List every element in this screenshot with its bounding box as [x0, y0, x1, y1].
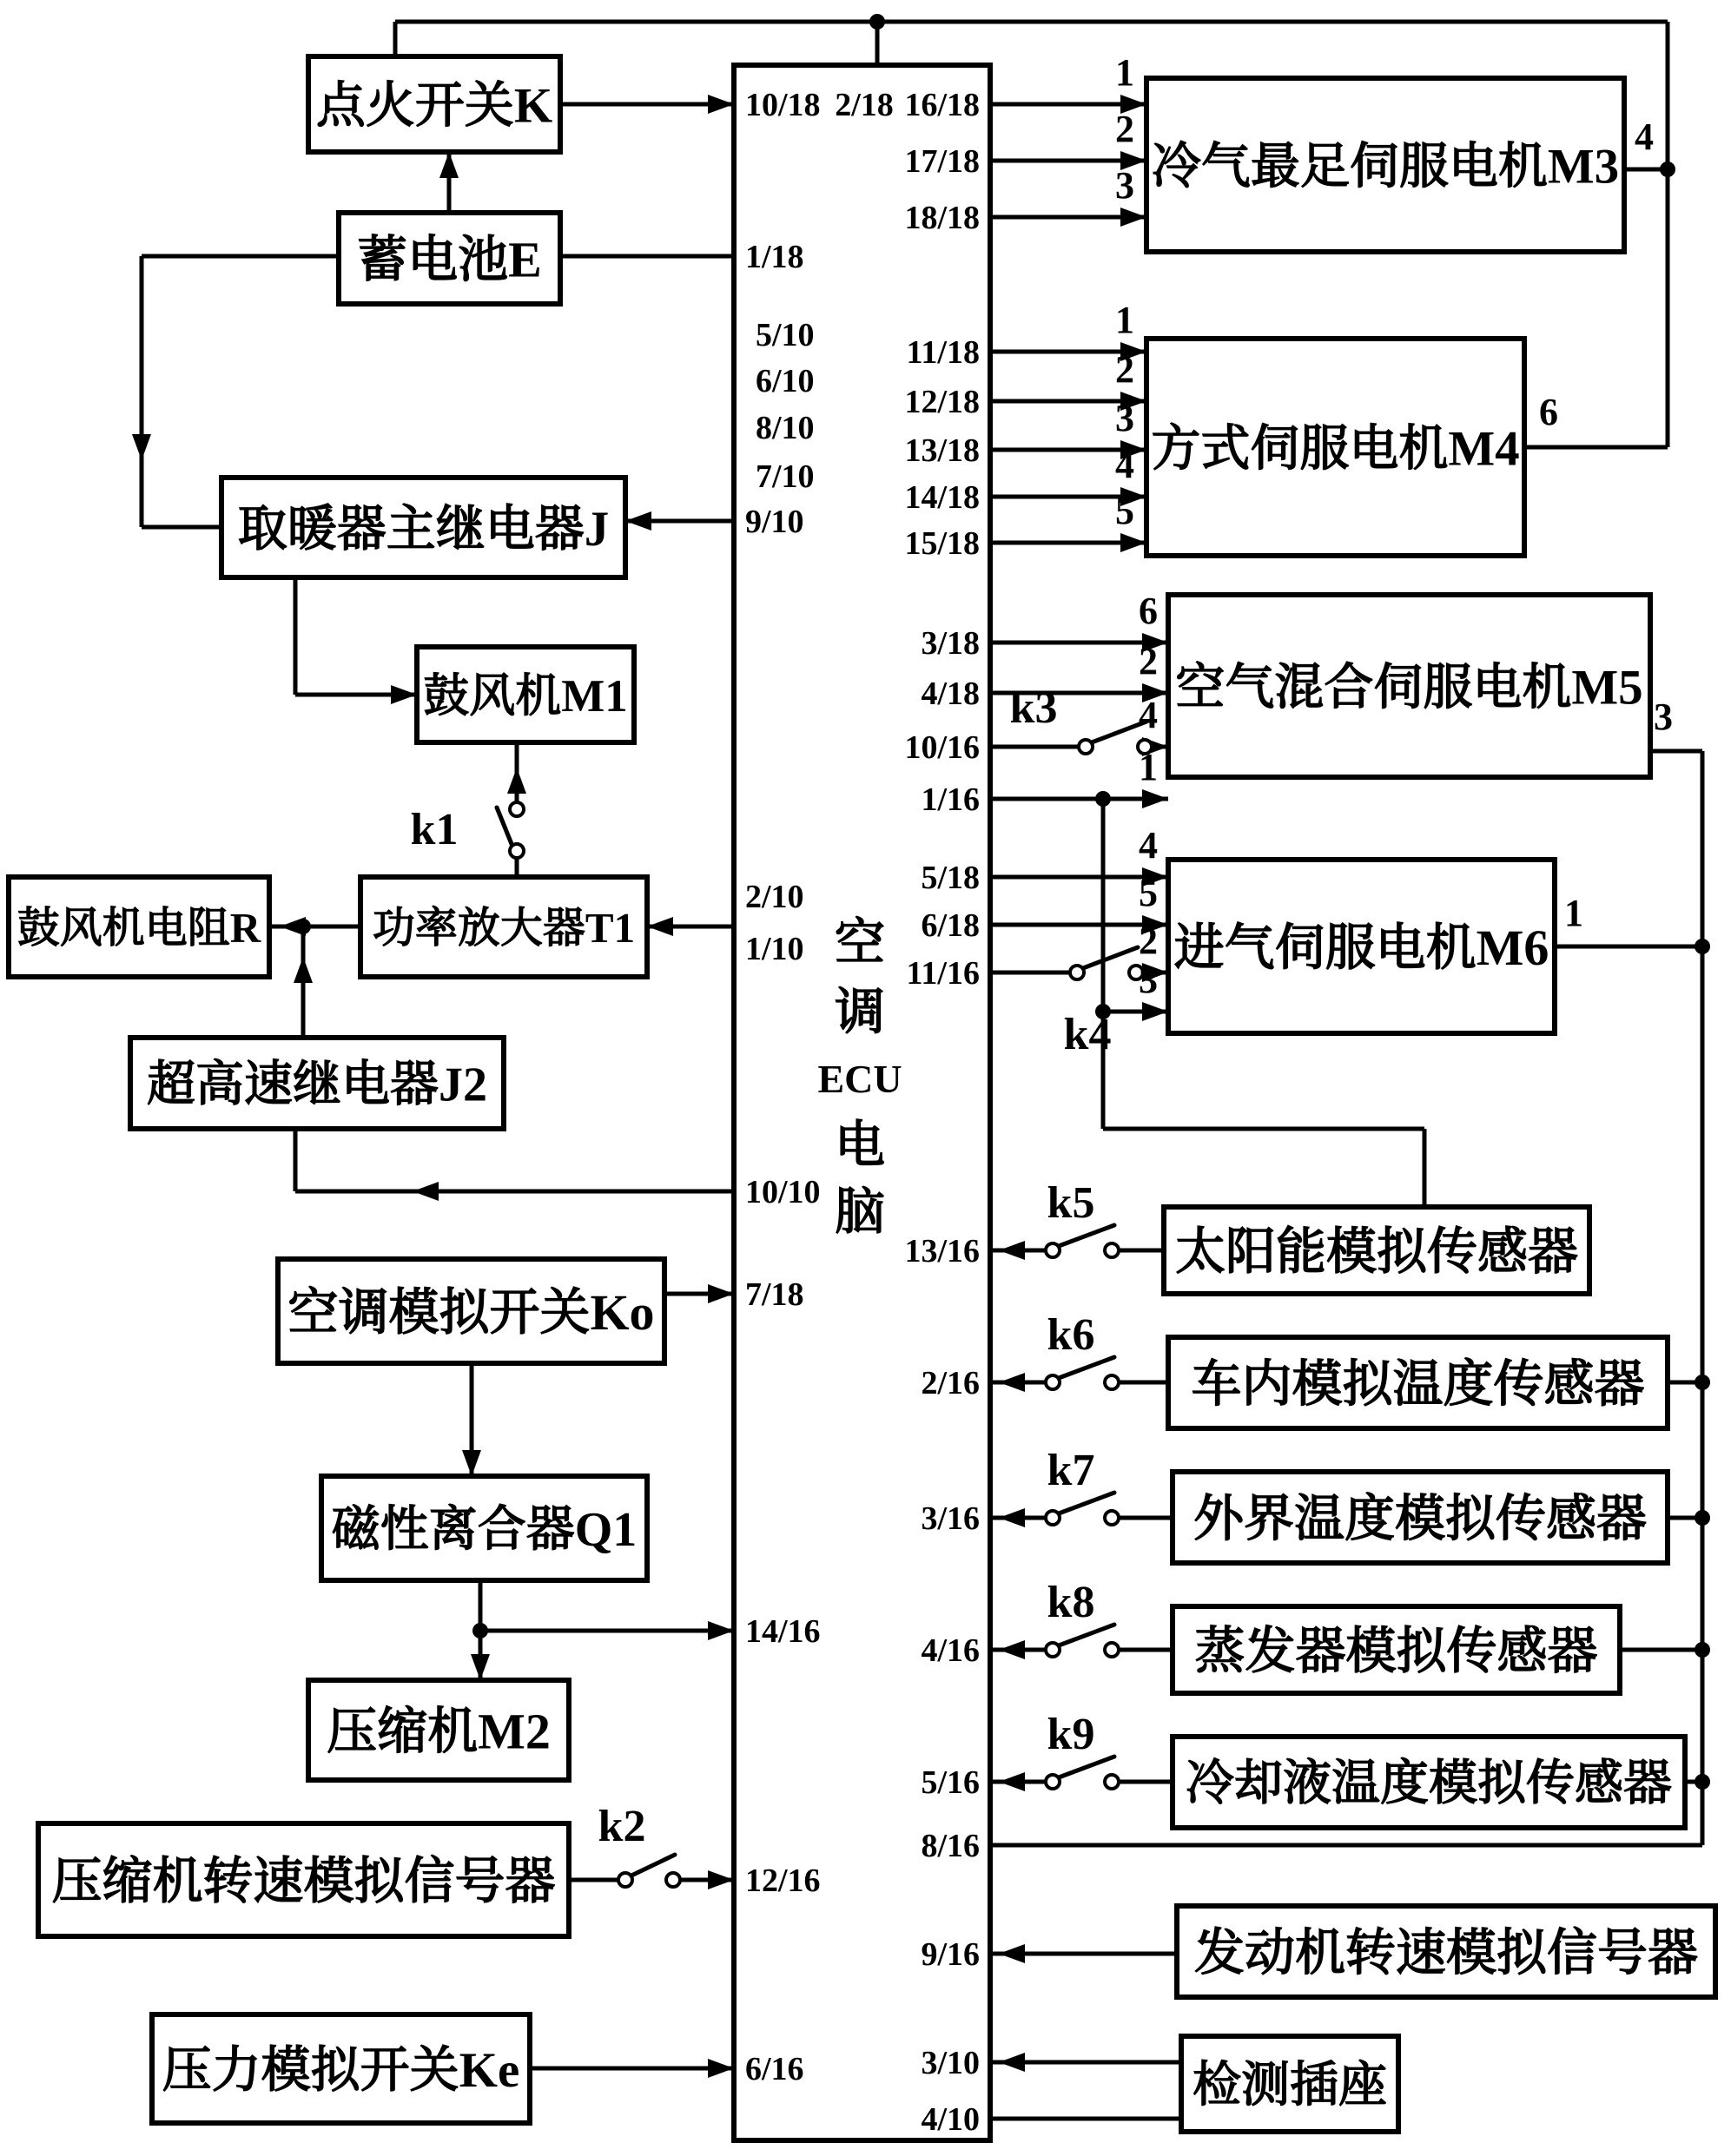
wire-number-4: 4 [1139, 824, 1158, 867]
switch-terminal [666, 1873, 680, 1887]
ecu-pin-10-10: 10/10 [745, 1174, 821, 1210]
wire-number-4: 4 [1115, 444, 1134, 486]
ecu-pin-1-16: 1/16 [921, 781, 980, 818]
junction-dot [1095, 791, 1111, 807]
wire-number-1: 1 [1564, 892, 1583, 934]
ecu-pin-3-18: 3/18 [921, 625, 980, 662]
wire-number-2: 2 [1139, 920, 1158, 962]
cool-air-max-servo-m3-label: 冷气最足伺服电机M3 [1151, 139, 1620, 195]
wire-number-6: 6 [1539, 391, 1558, 433]
junction-dot [295, 919, 311, 934]
ecu-pin-9-10: 9/10 [745, 504, 804, 540]
ecu-pin-1-10: 1/10 [745, 931, 804, 967]
ecu-pin-1-18: 1/18 [745, 239, 804, 275]
wire-number-1: 1 [1139, 746, 1158, 788]
magnetic-clutch-q1-label: 磁性离合器Q1 [331, 1503, 638, 1558]
battery-e-label: 蓄电池E [357, 231, 542, 288]
ambient-temp-simulation-sensor-label: 外界温度模拟传感器 [1193, 1490, 1648, 1547]
pressure-simulation-switch-ke-label: 压力模拟开关Ke [162, 2043, 520, 2099]
ecu-pin-5-10: 5/10 [756, 317, 815, 353]
ecu-label-char: ECU [817, 1057, 902, 1101]
junction-dot [1695, 1642, 1710, 1658]
wire-number-4: 4 [1139, 694, 1158, 736]
ecu-pin-4-10: 4/10 [921, 2101, 980, 2138]
junction-dot [472, 1623, 488, 1638]
switch-label-k9: k9 [1047, 1710, 1095, 1759]
ecu-label-char: 调 [834, 984, 886, 1040]
junction-dot [1695, 1774, 1710, 1790]
ecu-pin-9-16: 9/16 [921, 1936, 980, 1973]
switch-terminal [510, 802, 524, 816]
switch-terminal [1105, 1643, 1119, 1657]
ecu-pin-6-16: 6/16 [745, 2051, 804, 2087]
ecu-pin-17-18: 17/18 [904, 143, 980, 180]
wire-number-4: 4 [1635, 115, 1654, 158]
ecu-pin-3-16: 3/16 [921, 1500, 980, 1537]
ecu-pin-8-16: 8/16 [921, 1828, 980, 1864]
junction-dot [1695, 1510, 1710, 1526]
compressor-m2-label: 压缩机M2 [327, 1703, 551, 1760]
switch-label-k7: k7 [1047, 1446, 1095, 1495]
power-amplifier-t1-label: 功率放大器T1 [372, 904, 636, 953]
ecu-pin-11-16: 11/16 [906, 955, 980, 992]
switch-terminal [1105, 1243, 1119, 1257]
junction-dot [1660, 162, 1675, 177]
ecu-label-char: 脑 [834, 1183, 886, 1240]
ecu-pin-14-18: 14/18 [904, 479, 980, 516]
switch-terminal [1105, 1775, 1119, 1789]
wire-number-2: 2 [1139, 640, 1158, 682]
switch-terminal [1105, 1511, 1119, 1525]
compressor-speed-signal-simulator-label: 压缩机转速模拟信号器 [51, 1852, 556, 1909]
ecu-pin-10-16: 10/16 [904, 729, 980, 766]
engine-speed-signal-simulator-label: 发动机转速模拟信号器 [1193, 1924, 1699, 1981]
ecu-pin-13-16: 13/16 [904, 1233, 980, 1269]
ecu-label-char: 电 [834, 1117, 886, 1173]
ignition-switch-k-label: 点火开关K [315, 78, 553, 134]
junction-dot [1695, 1375, 1710, 1390]
ecu-pin-2-16: 2/16 [921, 1365, 980, 1401]
wire-number-5: 5 [1115, 490, 1134, 532]
ecu-pin-18-18: 18/18 [904, 200, 980, 236]
switch-label-k8: k8 [1047, 1578, 1095, 1627]
switch-label-k2: k2 [598, 1802, 646, 1851]
air-mix-servo-m5-label: 空气混合伺服电机M5 [1175, 660, 1643, 715]
wire-number-1: 1 [1115, 299, 1134, 341]
ecu-pin-2-18: 2/18 [835, 87, 894, 123]
wire-number-3: 3 [1115, 397, 1134, 439]
ecu-pin-13-18: 13/18 [904, 432, 980, 469]
switch-label-k4: k4 [1063, 1010, 1112, 1059]
ecu-pin-5-16: 5/16 [921, 1764, 980, 1801]
ecu-pin-5-18: 5/18 [921, 860, 980, 896]
ac-simulation-switch-ko-label: 空调模拟开关Ko [287, 1283, 655, 1341]
ultra-high-speed-relay-j2-label: 超高速继电器J2 [147, 1058, 487, 1112]
ecu-pin-8-10: 8/10 [756, 410, 815, 446]
coolant-temp-simulation-sensor-label: 冷却液温度模拟传感器 [1186, 1757, 1672, 1811]
evaporator-simulation-sensor-label: 蒸发器模拟传感器 [1194, 1622, 1598, 1679]
ecu-pin-12-18: 12/18 [904, 384, 980, 420]
ecu-pin-15-18: 15/18 [904, 525, 980, 562]
blower-resistor-r-label: 鼓风机电阻R [17, 904, 261, 953]
ecu-pin-2-10: 2/10 [745, 879, 804, 915]
solar-simulation-sensor-label: 太阳能模拟传感器 [1174, 1223, 1579, 1280]
wire-number-1: 1 [1115, 51, 1134, 94]
intake-servo-m6-label: 进气伺服电机M6 [1173, 919, 1549, 976]
mode-servo-m4-label: 方式伺服电机M4 [1151, 421, 1520, 477]
ecu-label-char: 空 [834, 914, 886, 971]
ecu-pin-6-18: 6/18 [921, 907, 980, 944]
blower-m1-label: 鼓风机M1 [423, 671, 628, 722]
junction-dot [1695, 939, 1710, 954]
cabin-temp-simulation-sensor-label: 车内模拟温度传感器 [1191, 1355, 1645, 1413]
wire-number-2: 2 [1115, 108, 1134, 150]
wire-number-2: 2 [1115, 348, 1134, 391]
switch-label-k1: k1 [410, 805, 459, 854]
ecu-pin-7-18: 7/18 [745, 1276, 804, 1313]
switch-terminal [1105, 1375, 1119, 1389]
switch-label-k5: k5 [1047, 1178, 1095, 1228]
wire-number-5: 5 [1139, 872, 1158, 914]
ecu-pin-6-10: 6/10 [756, 363, 815, 399]
switch-label-k3: k3 [1009, 683, 1058, 733]
ecu-pin-14-16: 14/16 [745, 1613, 821, 1650]
ecu-pin-10-18: 10/18 [745, 87, 821, 123]
ecu-pin-12-16: 12/16 [745, 1863, 821, 1899]
detection-socket-label: 检测插座 [1193, 2059, 1387, 2113]
wire-number-6: 6 [1139, 590, 1158, 632]
ecu-pin-7-10: 7/10 [756, 458, 815, 495]
ecu-pin-4-16: 4/16 [921, 1632, 980, 1669]
wire-number-3: 3 [1115, 164, 1134, 207]
wire-number-3: 3 [1654, 696, 1673, 738]
ecu-pin-16-18: 16/18 [904, 87, 980, 123]
junction-dot [869, 14, 885, 30]
ecu-pin-3-10: 3/10 [921, 2045, 980, 2081]
switch-label-k6: k6 [1047, 1310, 1095, 1360]
ecu-pin-11-18: 11/18 [906, 334, 980, 371]
ecu-pin-4-18: 4/18 [921, 676, 980, 712]
heater-main-relay-j-label: 取暖器主继电器J [237, 502, 610, 557]
wire-number-3: 3 [1139, 959, 1158, 1001]
